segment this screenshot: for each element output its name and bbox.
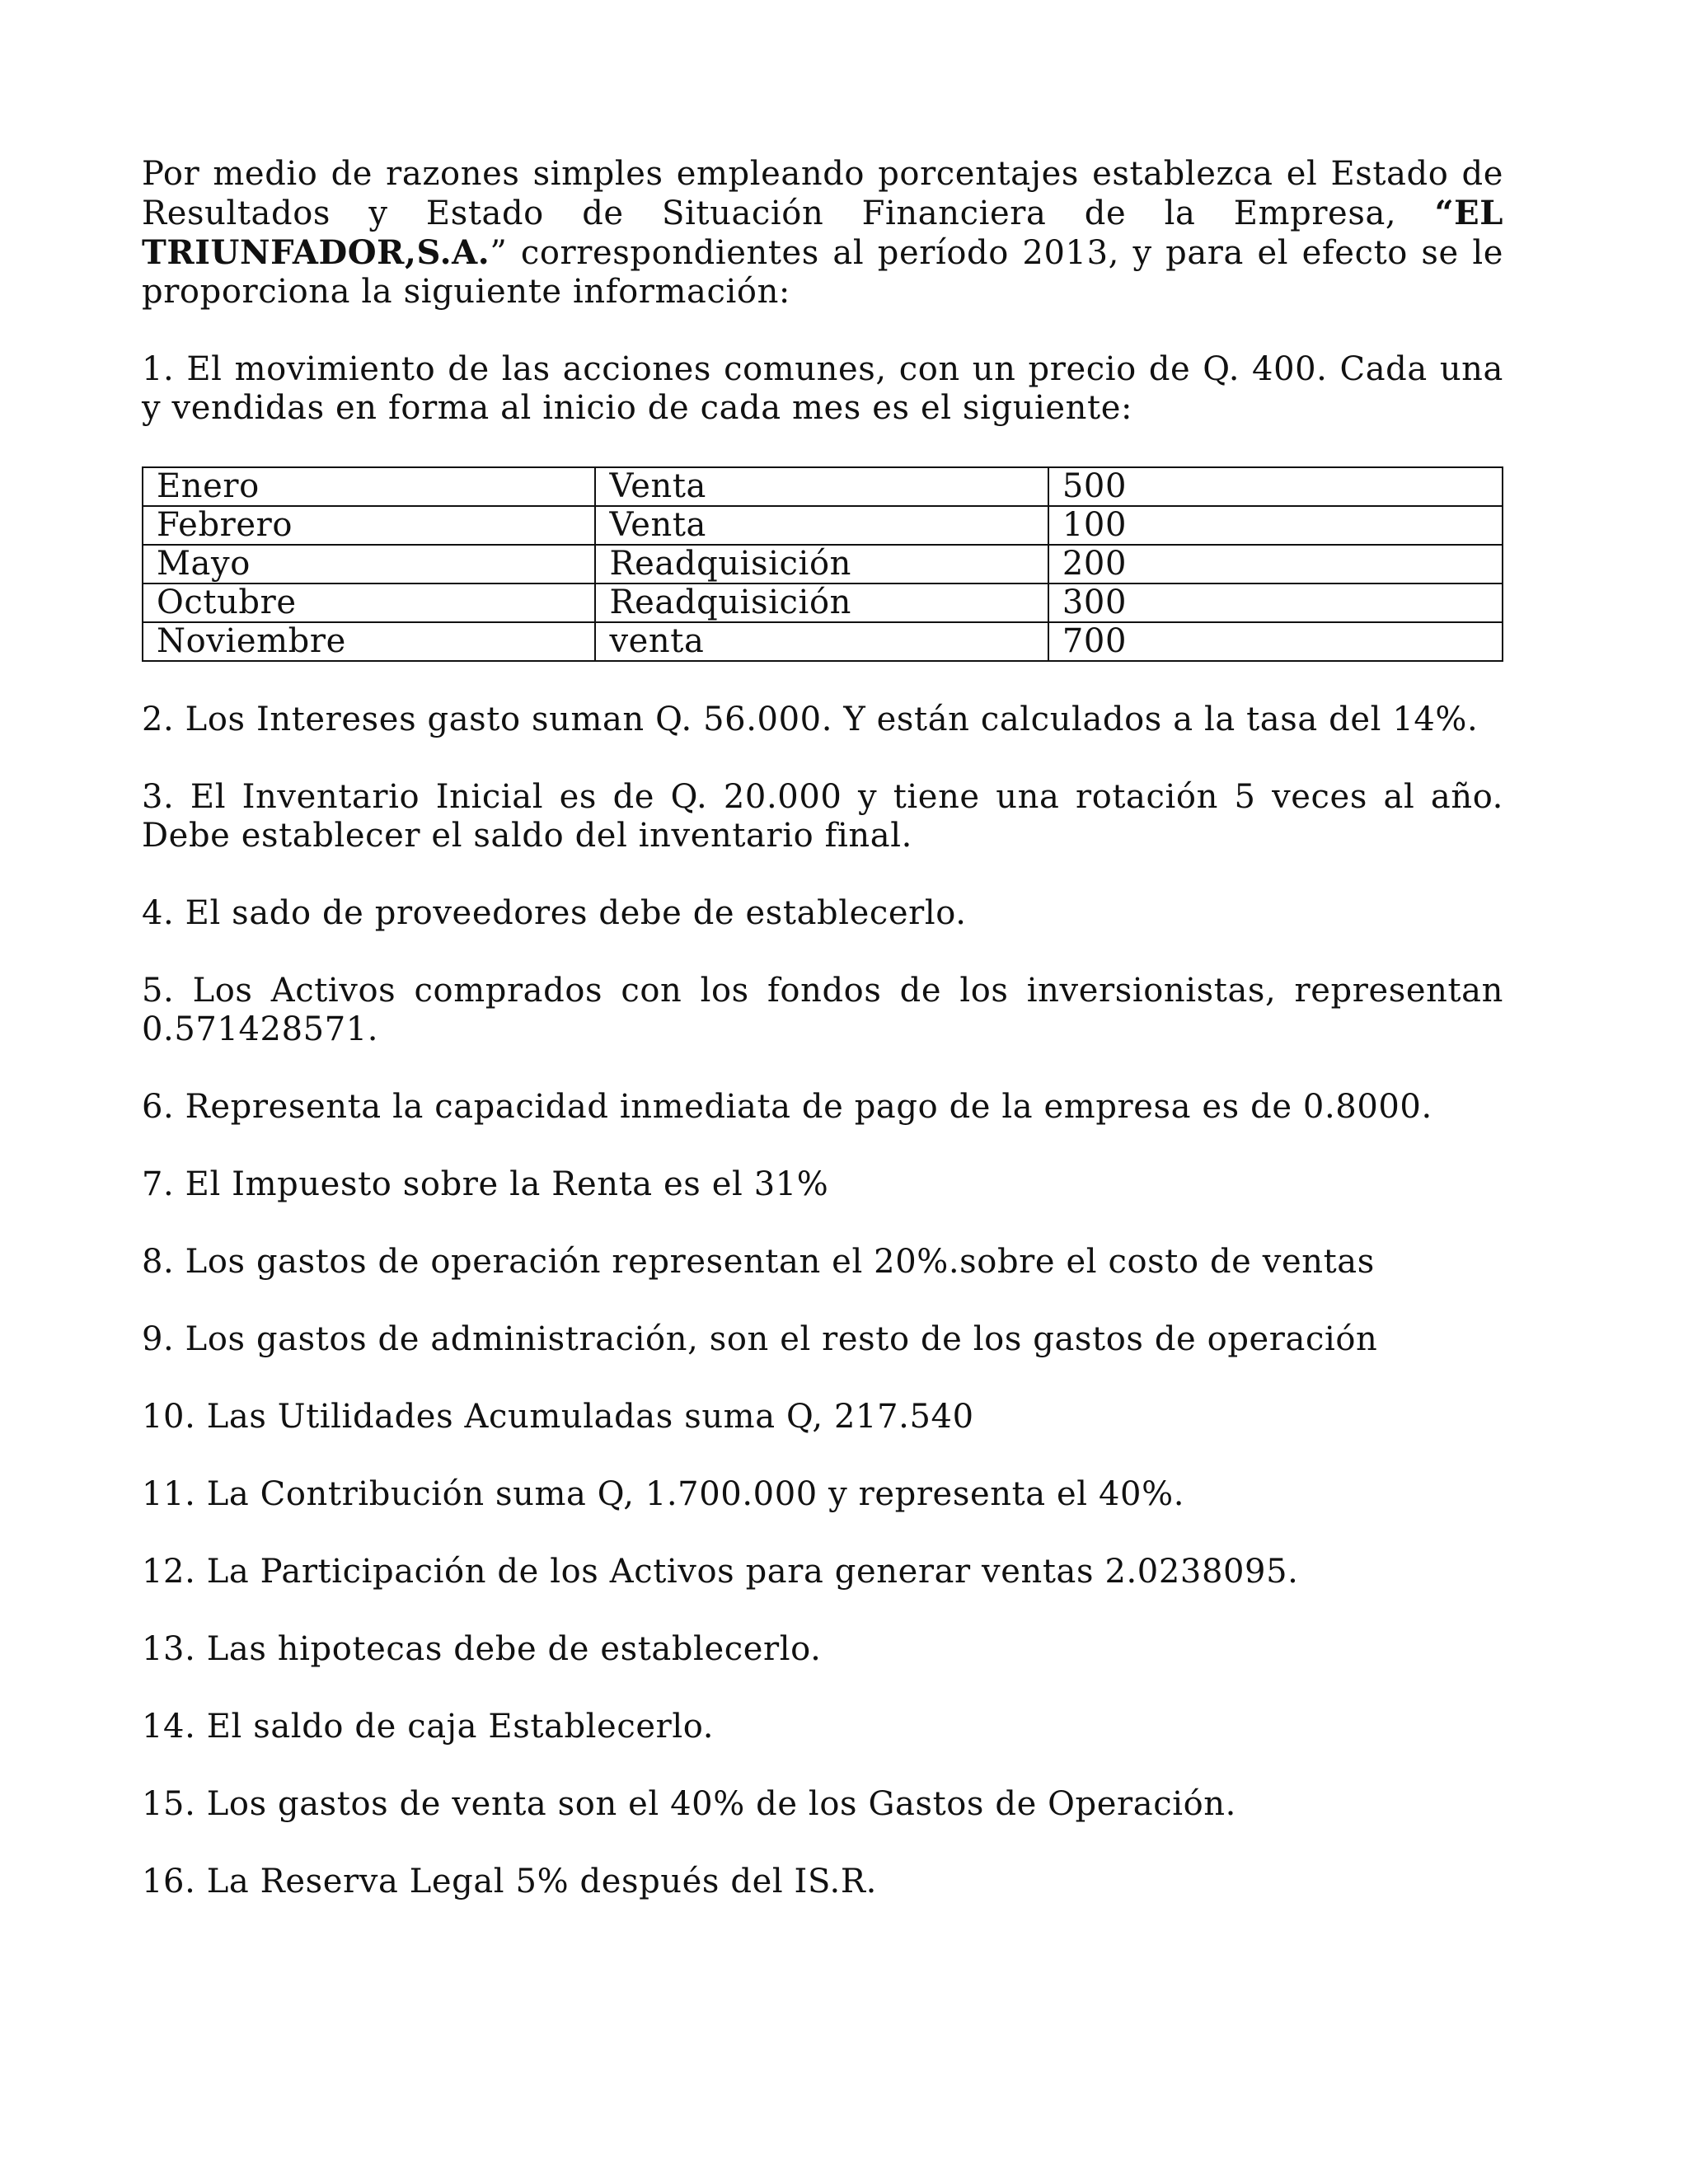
quantity-cell: 200 <box>1048 545 1503 583</box>
quantity-cell: 700 <box>1048 622 1503 661</box>
item-7: 7. El Impuesto sobre la Renta es el 31% <box>142 1165 829 1203</box>
month-cell: Enero <box>143 467 595 506</box>
item-12: 12. La Participación de los Activos para generar ventas 2.0238095. <box>142 1553 1299 1591</box>
item-4: 4. El sado de proveedores debe de establecerlo. <box>142 894 967 932</box>
operation-cell: Readquisición <box>595 583 1048 622</box>
intro-text-prefix: Por medio de razones simples empleando porcentajes establezca el Estado de Resultados y Estado de Situación Financiera de la Empresa, <box>142 155 1503 232</box>
intro-text-suffix: ” correspondientes al período 2013, y para el efecto se le proporciona la siguiente información: <box>142 234 1503 311</box>
operation-cell: Readquisición <box>595 545 1048 583</box>
document-page <box>142 155 1503 1940</box>
table-row <box>143 545 1503 583</box>
company-name: “EL TRIUNFADOR,S.A. <box>142 194 1503 272</box>
quantity-cell: 500 <box>1048 467 1503 506</box>
operation-cell: Venta <box>595 506 1048 545</box>
quantity-cell: 100 <box>1048 506 1503 545</box>
table-row <box>143 506 1503 545</box>
item-11: 11. La Contribución suma Q, 1.700.000 y representa el 40%. <box>142 1475 1185 1513</box>
item-16: 16. La Reserva Legal 5% después del IS.R. <box>142 1863 877 1900</box>
item-9: 9. Los gastos de administración, son el resto de los gastos de operación <box>142 1320 1378 1358</box>
item-2: 2. Los Intereses gasto suman Q. 56.000. Y están calculados a la tasa del 14%. <box>142 701 1479 738</box>
intro-paragraph <box>142 155 1503 312</box>
item-14: 14. El saldo de caja Establecerlo. <box>142 1708 715 1746</box>
table-row <box>143 467 1503 506</box>
month-cell: Noviembre <box>143 622 595 661</box>
item-5: 5. Los Activos comprados con los fondos de los inversionistas, representan 0.571428571. <box>142 972 1503 1048</box>
table-row <box>143 622 1503 661</box>
item-6: 6. Representa la capacidad inmediata de pago de la empresa es de 0.8000. <box>142 1088 1432 1126</box>
item-10: 10. Las Utilidades Acumuladas suma Q, 217.540 <box>142 1398 974 1436</box>
item-15: 15. Los gastos de venta son el 40% de los Gastos de Operación. <box>142 1785 1236 1823</box>
month-cell: Mayo <box>143 545 595 583</box>
month-cell: Febrero <box>143 506 595 545</box>
item-1: 1. El movimiento de las acciones comunes, con un precio de Q. 400. Cada una y vendidas en forma al inicio de cada mes es el siguiente: <box>142 350 1503 427</box>
operation-cell: Venta <box>595 467 1048 506</box>
item-8: 8. Los gastos de operación representan el 20%.sobre el costo de ventas <box>142 1243 1375 1281</box>
shares-movement-table <box>142 466 1503 662</box>
item-13: 13. Las hipotecas debe de establecerlo. <box>142 1630 822 1668</box>
table-row <box>143 583 1503 622</box>
quantity-cell: 300 <box>1048 583 1503 622</box>
month-cell: Octubre <box>143 583 595 622</box>
operation-cell: venta <box>595 622 1048 661</box>
item-3: 3. El Inventario Inicial es de Q. 20.000 y tiene una rotación 5 veces al año. Debe establecer el saldo del inventario final. <box>142 778 1503 855</box>
